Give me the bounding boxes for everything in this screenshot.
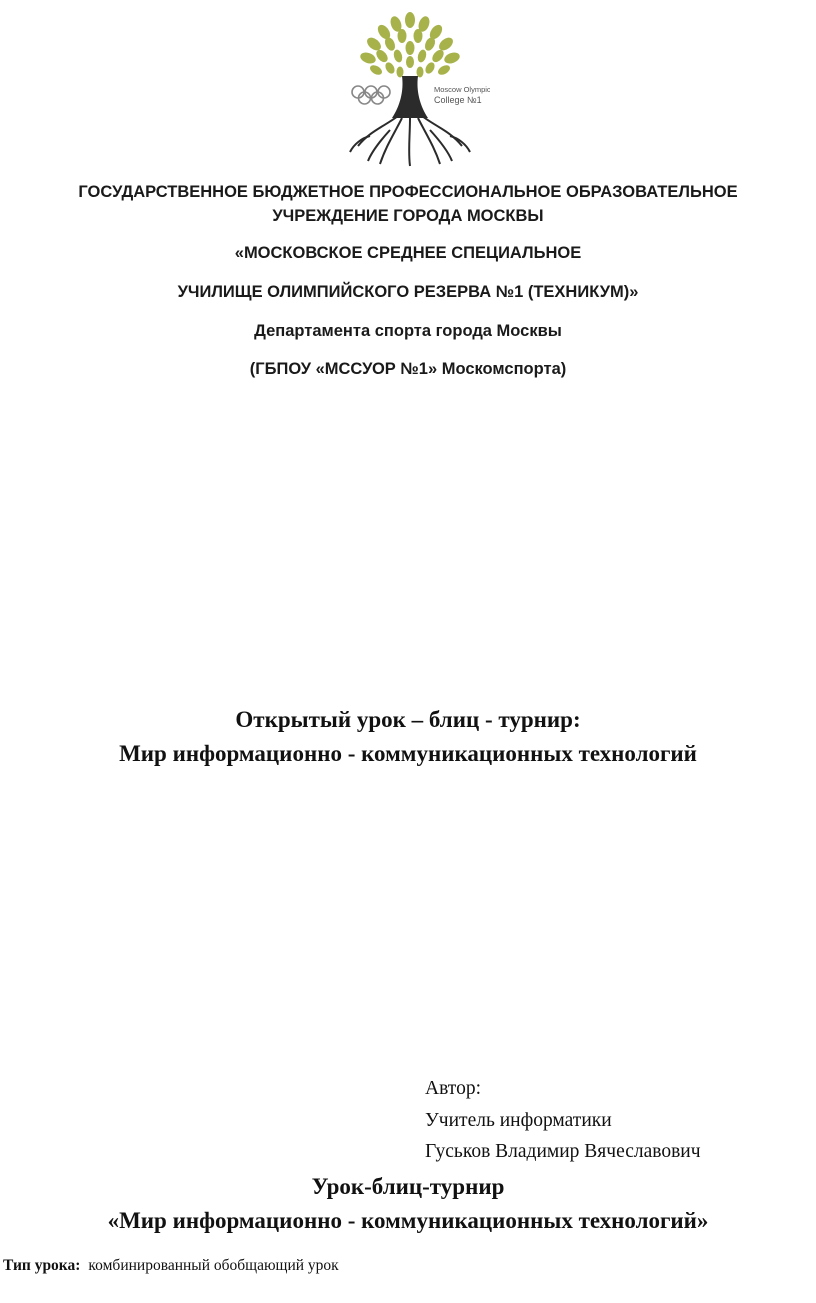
logo-text-line1: Moscow Olympic xyxy=(434,85,490,94)
tree-leaves xyxy=(359,12,461,78)
olympic-rings-icon xyxy=(352,86,390,104)
lesson-title-line-2: «Мир информационно - коммуникационных технологий» xyxy=(107,1208,709,1233)
organization-name-block xyxy=(0,180,816,228)
org-department: Департамента спорта города Москвы xyxy=(254,322,562,340)
cover-title-line-1: Открытый урок – блиц - турнир: xyxy=(235,707,581,732)
author-name: Гуськов Владимир Вячеславович xyxy=(425,1141,701,1162)
lesson-title-line-1: Урок-блиц-турнир xyxy=(311,1174,505,1199)
lesson-type xyxy=(3,1257,339,1275)
org-line-4: УЧИЛИЩЕ ОЛИМПИЙСКОГО РЕЗЕРВА №1 (ТЕХНИКУМ)» xyxy=(177,283,639,301)
college-logo xyxy=(330,6,490,168)
org-line-2: УЧРЕЖДЕНИЕ ГОРОДА МОСКВЫ xyxy=(272,207,544,225)
author-position: Учитель информатики xyxy=(425,1110,612,1131)
logo-text-line2: College №1 xyxy=(434,95,482,105)
tree-trunk xyxy=(392,76,428,118)
tree-roots xyxy=(350,116,470,166)
org-line-1: ГОСУДАРСТВЕННОЕ БЮДЖЕТНОЕ ПРОФЕССИОНАЛЬНОЕ ОБРАЗОВАТЕЛЬНОЕ xyxy=(78,183,738,201)
cover-title-line-2: Мир информационно - коммуникационных технологий xyxy=(119,741,697,766)
author-label: Автор: xyxy=(425,1078,481,1099)
lesson-type-value: комбинированный обобщающий урок xyxy=(88,1257,339,1274)
tree-logo-icon xyxy=(330,6,490,168)
lesson-type-label: Тип урока: xyxy=(3,1257,81,1274)
org-abbreviation: (ГБПОУ «МССУОР №1» Москомспорта) xyxy=(249,360,567,378)
org-line-3: «МОСКОВСКОЕ СРЕДНЕЕ СПЕЦИАЛЬНОЕ xyxy=(234,244,582,262)
